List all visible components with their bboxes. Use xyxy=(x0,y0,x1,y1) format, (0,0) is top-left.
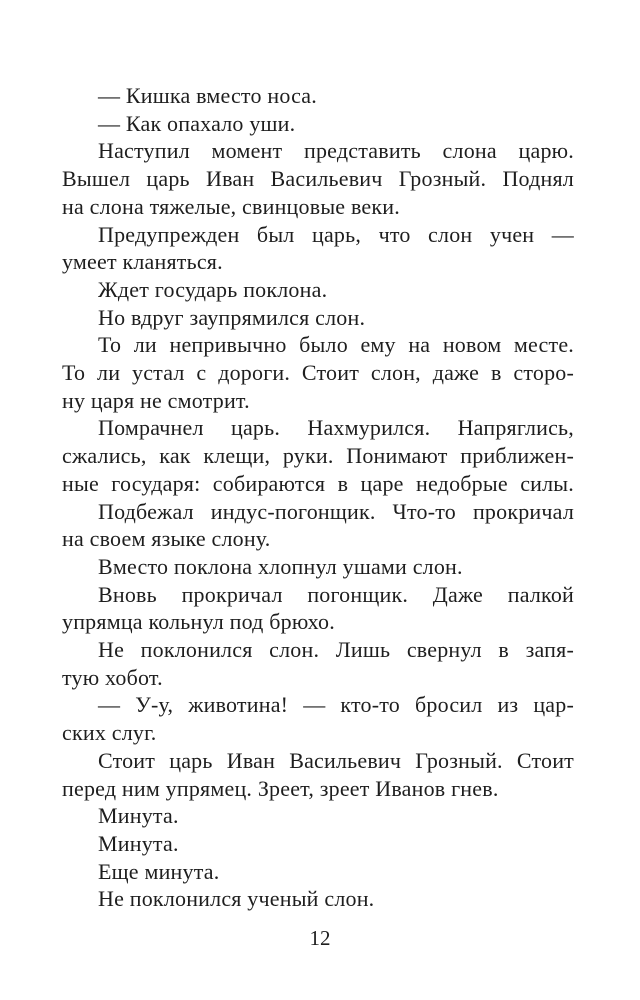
text-line: на слона тяжелые, свинцовые веки. xyxy=(62,193,400,219)
text-line: упрямца кольнул под брюхо. xyxy=(62,609,335,635)
text-line: Стоит царь Иван Васильевич Грозный. Стоит xyxy=(98,747,574,773)
text-line: Но вдруг заупрямился слон. xyxy=(98,304,366,330)
text-line: ные государя: собираются в царе недобрые силы. xyxy=(62,470,574,496)
text-line: Наступил момент представить слона царю. xyxy=(98,138,574,164)
text-line: на своем языке слону. xyxy=(62,526,271,552)
text-line: ских слуг. xyxy=(62,720,157,746)
text-line: Предупрежден был царь, что слон учен — xyxy=(98,221,574,247)
text-line: Вышел царь Иван Васильевич Грозный. Поднял xyxy=(62,166,574,192)
text-line: умеет кланяться. xyxy=(62,249,223,275)
text-line: ну царя не смотрит. xyxy=(62,387,250,413)
text-line: Вновь прокричал погонщик. Даже палкой xyxy=(98,581,574,607)
text-line: Еще минута. xyxy=(98,858,220,884)
page-text xyxy=(62,82,574,913)
text-line: То ли непривычно было ему на новом месте. xyxy=(98,332,574,358)
text-line: тую хобот. xyxy=(62,664,163,690)
text-line: Вместо поклона хлопнул ушами слон. xyxy=(98,553,463,579)
text-line: Ждет государь поклона. xyxy=(98,276,328,302)
text-line: — Кишка вместо носа. xyxy=(98,83,317,108)
text-line: То ли устал с дороги. Стоит слон, даже в сторо- xyxy=(62,360,574,386)
text-line: Не поклонился слон. Лишь свернул в запя- xyxy=(98,637,574,663)
text-line: сжались, как клещи, руки. Понимают приближен- xyxy=(62,443,574,469)
text-line: Минута. xyxy=(98,803,179,829)
text-line: Минута. xyxy=(98,830,179,856)
page-number: 12 xyxy=(309,926,331,950)
text-line: Помрачнел царь. Нахмурился. Напряглись, xyxy=(98,415,574,441)
text-line: Не поклонился ученый слон. xyxy=(98,886,375,912)
text-line: Подбежал индус-погонщик. Что-то прокричал xyxy=(98,498,574,524)
text-line: перед ним упрямец. Зреет, зреет Иванов гнев. xyxy=(62,775,499,801)
text-line: — У-у, животина! — кто-то бросил из цар- xyxy=(98,692,574,718)
text-line: — Как опахало уши. xyxy=(98,110,296,136)
